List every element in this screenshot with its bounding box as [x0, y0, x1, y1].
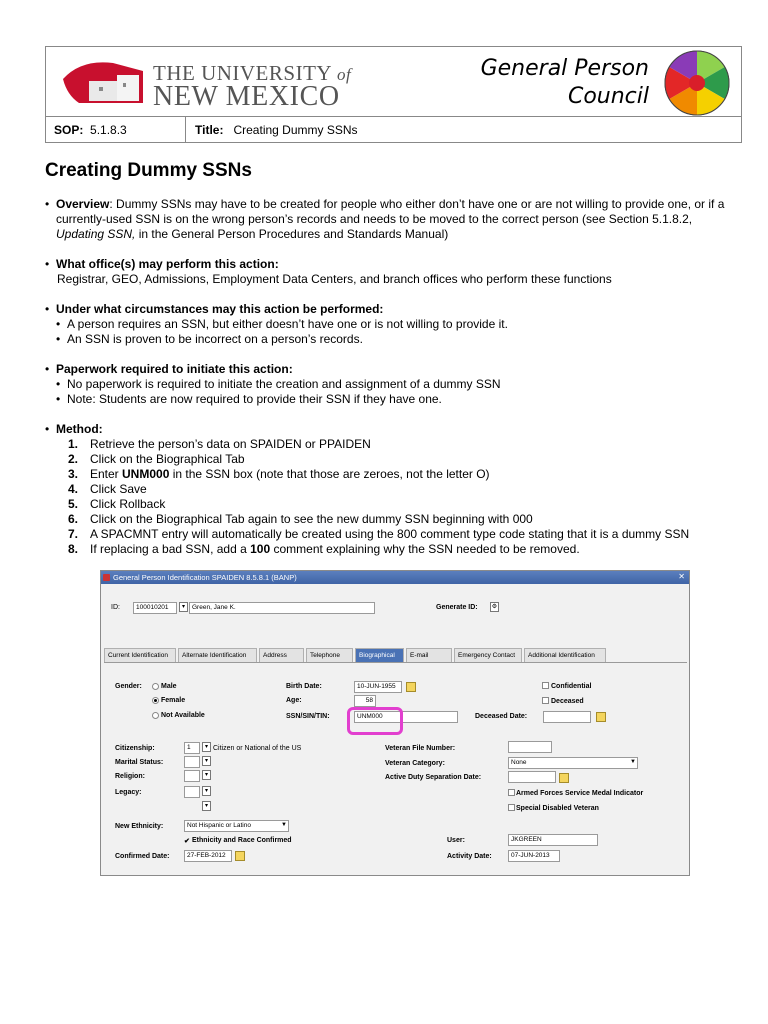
step-text-post: in the SSN box (note that those are zeroes, not the letter O): [169, 467, 490, 481]
overview-text-b: in the General Person Procedures and Standards Manual): [135, 227, 449, 241]
id-lookup-icon[interactable]: ▾: [179, 602, 188, 612]
religion-field[interactable]: [184, 770, 200, 782]
method-section: [45, 422, 725, 557]
veteran-file-number-label: Veteran File Number:: [385, 745, 456, 752]
sop-title-cell: [187, 117, 358, 143]
deceased-date-label: Deceased Date:: [475, 713, 528, 720]
oracle-forms-icon: [103, 574, 110, 581]
window-controls-icon[interactable]: ✕: [678, 572, 685, 581]
name-field[interactable]: Green, Jane K.: [189, 602, 375, 614]
method-content: [56, 422, 725, 437]
armed-forces-label: Armed Forces Service Medal Indicator: [516, 790, 644, 797]
new-ethnicity-select[interactable]: Not Hispanic or Latino: [184, 820, 289, 832]
user-field: JKGREEN: [508, 834, 598, 846]
list-item: • Note: Students are now required to provide their SSN if they have one.: [56, 392, 442, 406]
ethnicity-confirmed-checkbox[interactable]: ✔: [184, 838, 190, 845]
step-text-bold: UNM000: [122, 467, 170, 481]
list-item: [56, 482, 725, 497]
step-text-pre: If replacing a bad SSN, add a: [90, 542, 251, 556]
step-text: Click Save: [90, 482, 147, 496]
step-text: A SPACMNT entry will automatically be created using the 800 comment type code stating that it is a dummy SSN: [90, 527, 690, 541]
ssn-label: SSN/SIN/TIN:: [286, 713, 330, 720]
university-name-line2: NEW MEXICO: [153, 81, 340, 112]
special-disabled-veteran-checkbox[interactable]: [508, 804, 515, 811]
bullet: •: [45, 362, 50, 376]
activity-date-label: Activity Date:: [447, 853, 492, 860]
overview-text-a: : Dummy SSNs may have to be created for people who either don’t have one or are not willing to provide one, or if a currently-used SSN is on the wrong person’s records and needs to be moved to the correct person (see Section 5.1.8.2,: [56, 197, 725, 226]
council-wheel-icon: [663, 49, 731, 117]
paperwork-item-2: Note: Students are now required to provide their SSN if they have one.: [67, 392, 442, 406]
paperwork-item-1: No paperwork is required to initiate the creation and assignment of a dummy SSN: [67, 377, 501, 391]
tab-email[interactable]: E-mail: [406, 648, 452, 663]
paperwork-label: Paperwork required to initiate this action:: [56, 362, 293, 376]
religion-label: Religion:: [115, 773, 145, 780]
age-field: 58: [354, 695, 376, 707]
offices-label: What office(s) may perform this action:: [56, 257, 279, 271]
ethnicity-confirmed-label: Ethnicity and Race Confirmed: [192, 837, 292, 844]
council-title-line2: Council: [567, 84, 649, 109]
tab-divider: [104, 662, 687, 663]
special-disabled-veteran-label: Special Disabled Veteran: [516, 805, 599, 812]
confirmed-date-field[interactable]: 27-FEB-2012: [184, 850, 232, 862]
circumstances-section: [45, 302, 725, 347]
council-title: [481, 55, 649, 111]
veteran-category-label: Veteran Category:: [385, 760, 445, 767]
step-number: 6.: [68, 512, 79, 526]
step-text: Retrieve the person’s data on SPAIDEN or PPAIDEN: [90, 437, 371, 451]
id-field[interactable]: 100010201: [133, 602, 177, 614]
active-duty-calendar-icon[interactable]: [559, 773, 569, 783]
offices-content: [56, 257, 725, 287]
veteran-file-number-field[interactable]: [508, 741, 552, 753]
citizenship-label: Citizenship:: [115, 745, 155, 752]
gender-female-radio[interactable]: [152, 697, 159, 704]
tab-alternate-identification[interactable]: Alternate Identification: [178, 648, 257, 663]
council-title-line1: General Person: [480, 56, 649, 81]
armed-forces-checkbox[interactable]: [508, 789, 515, 796]
active-duty-separation-label: Active Duty Separation Date:: [385, 774, 482, 781]
spaiden-screenshot: [100, 570, 690, 876]
overview-text: [56, 197, 725, 242]
sop-label: SOP:: [54, 123, 84, 137]
list-item: [56, 497, 725, 512]
deceased-date-calendar-icon[interactable]: [596, 712, 606, 722]
method-label: Method:: [56, 422, 103, 436]
step-text-post: comment explaining why the SSN needed to be removed.: [270, 542, 580, 556]
circumstance-item-2: An SSN is proven to be incorrect on a person’s records.: [67, 332, 363, 346]
id-label: ID:: [111, 604, 120, 611]
birth-date-label: Birth Date:: [286, 683, 322, 690]
overview-label: Overview: [56, 197, 110, 211]
overview-section: [45, 197, 725, 242]
confidential-label: Confidential: [551, 683, 592, 690]
step-text: Click on the Biographical Tab: [90, 452, 245, 466]
citizenship-code-field[interactable]: 1: [184, 742, 200, 754]
paperwork-content: [56, 362, 725, 377]
sop-number-cell: [46, 117, 186, 143]
list-item: • No paperwork is required to initiate the creation and assignment of a dummy SSN: [56, 377, 501, 391]
tab-additional-identification[interactable]: Additional Identification: [524, 648, 606, 663]
tab-current-identification[interactable]: Current Identification: [104, 648, 176, 663]
step-number: 3.: [68, 467, 79, 481]
step-text-bold: 100: [250, 542, 271, 556]
overview-italic: Updating SSN,: [56, 227, 136, 241]
tab-address[interactable]: Address: [259, 648, 304, 663]
circumstance-item-1: A person requires an SSN, but either doesn’t have one or is not willing to provide it.: [67, 317, 508, 331]
confidential-checkbox[interactable]: [542, 682, 549, 689]
gender-male-label: Male: [161, 683, 177, 690]
bullet: •: [45, 197, 50, 211]
chevron-down-icon: ▼: [630, 759, 636, 765]
chevron-down-icon: ▼: [281, 822, 287, 828]
activity-date-field: 07-JUN-2013: [508, 850, 560, 862]
list-item: [56, 452, 725, 467]
offices-section: [45, 257, 725, 287]
legacy-field[interactable]: [184, 786, 200, 798]
extra-lookup-icon[interactable]: ▾: [202, 801, 211, 811]
generate-id-icon[interactable]: ⚙: [491, 604, 498, 610]
user-label: User:: [447, 837, 465, 844]
generate-id-label: Generate ID:: [436, 604, 478, 611]
citizenship-lookup-icon[interactable]: ▾: [202, 742, 211, 752]
circumstances-content: [56, 302, 725, 317]
new-ethnicity-label: New Ethnicity:: [115, 823, 164, 830]
deceased-label: Deceased: [551, 698, 584, 705]
confirmed-date-calendar-icon[interactable]: [235, 851, 245, 861]
list-item: • A person requires an SSN, but either doesn’t have one or is not willing to provide it.: [56, 317, 508, 331]
religion-lookup-icon[interactable]: ▾: [202, 770, 211, 780]
legacy-lookup-icon[interactable]: ▾: [202, 786, 211, 796]
ssn-field[interactable]: UNM000: [354, 711, 458, 723]
list-item: [56, 437, 725, 452]
title-value: Creating Dummy SSNs: [233, 123, 358, 137]
marital-status-field[interactable]: [184, 756, 200, 768]
gender-na-radio[interactable]: [152, 712, 159, 719]
deceased-date-field[interactable]: [543, 711, 591, 723]
birth-date-field[interactable]: 10-JUN-1955: [354, 681, 402, 693]
marital-status-label: Marital Status:: [115, 759, 164, 766]
birth-date-calendar-icon[interactable]: [406, 682, 416, 692]
list-item: [56, 527, 725, 542]
list-item: [56, 542, 725, 557]
list-item: [56, 512, 725, 527]
list-item: [56, 467, 725, 482]
bullet: •: [45, 422, 50, 436]
page-title: Creating Dummy SSNs: [45, 160, 252, 181]
confirmed-date-label: Confirmed Date:: [115, 853, 170, 860]
age-label: Age:: [286, 697, 302, 704]
step-text: Click on the Biographical Tab again to see the new dummy SSN beginning with 000: [90, 512, 533, 526]
citizenship-description: Citizen or National of the US: [213, 745, 302, 752]
list-item: • An SSN is proven to be incorrect on a person’s records.: [56, 332, 363, 346]
header-banner: [46, 47, 741, 117]
step-text: Click Rollback: [90, 497, 166, 511]
legacy-label: Legacy:: [115, 789, 142, 796]
gender-female-label: Female: [161, 697, 186, 704]
ssn-highlight: [347, 707, 403, 735]
circumstances-label: Under what circumstances may this action be performed:: [56, 302, 384, 316]
step-number: 7.: [68, 527, 79, 541]
bullet: •: [45, 257, 50, 271]
active-duty-separation-field[interactable]: [508, 771, 556, 783]
tab-biographical[interactable]: Biographical: [355, 648, 404, 663]
tab-telephone[interactable]: Telephone: [306, 648, 353, 663]
title-label: Title:: [195, 123, 224, 137]
gender-label: Gender:: [115, 683, 142, 690]
step-number: 1.: [68, 437, 79, 451]
gender-male-radio[interactable]: [152, 683, 159, 690]
paperwork-section: [45, 362, 725, 407]
document-header: [45, 46, 742, 143]
offices-text: Registrar, GEO, Admissions, Employment Data Centers, and branch offices who perform these functions: [57, 272, 612, 286]
step-number: 2.: [68, 452, 79, 466]
step-number: 8.: [68, 542, 79, 556]
sop-value: 5.1.8.3: [90, 123, 127, 137]
step-number: 5.: [68, 497, 79, 511]
tab-emergency-contact[interactable]: Emergency Contact: [454, 648, 522, 663]
window-title: General Person Identification SPAIDEN 8.5.8.1 (BANP): [113, 573, 297, 582]
marital-status-lookup-icon[interactable]: ▾: [202, 756, 211, 766]
step-number: 4.: [68, 482, 79, 496]
window-title-bar: [101, 571, 689, 584]
step-text-pre: Enter: [90, 467, 123, 481]
veteran-category-select[interactable]: None: [508, 757, 638, 769]
gender-na-label: Not Available: [161, 712, 205, 719]
unm-logo-icon: [59, 53, 149, 113]
deceased-checkbox[interactable]: [542, 697, 549, 704]
university-name-line1: THE UNIVERSITY of: [153, 61, 352, 85]
bullet: •: [45, 302, 50, 316]
